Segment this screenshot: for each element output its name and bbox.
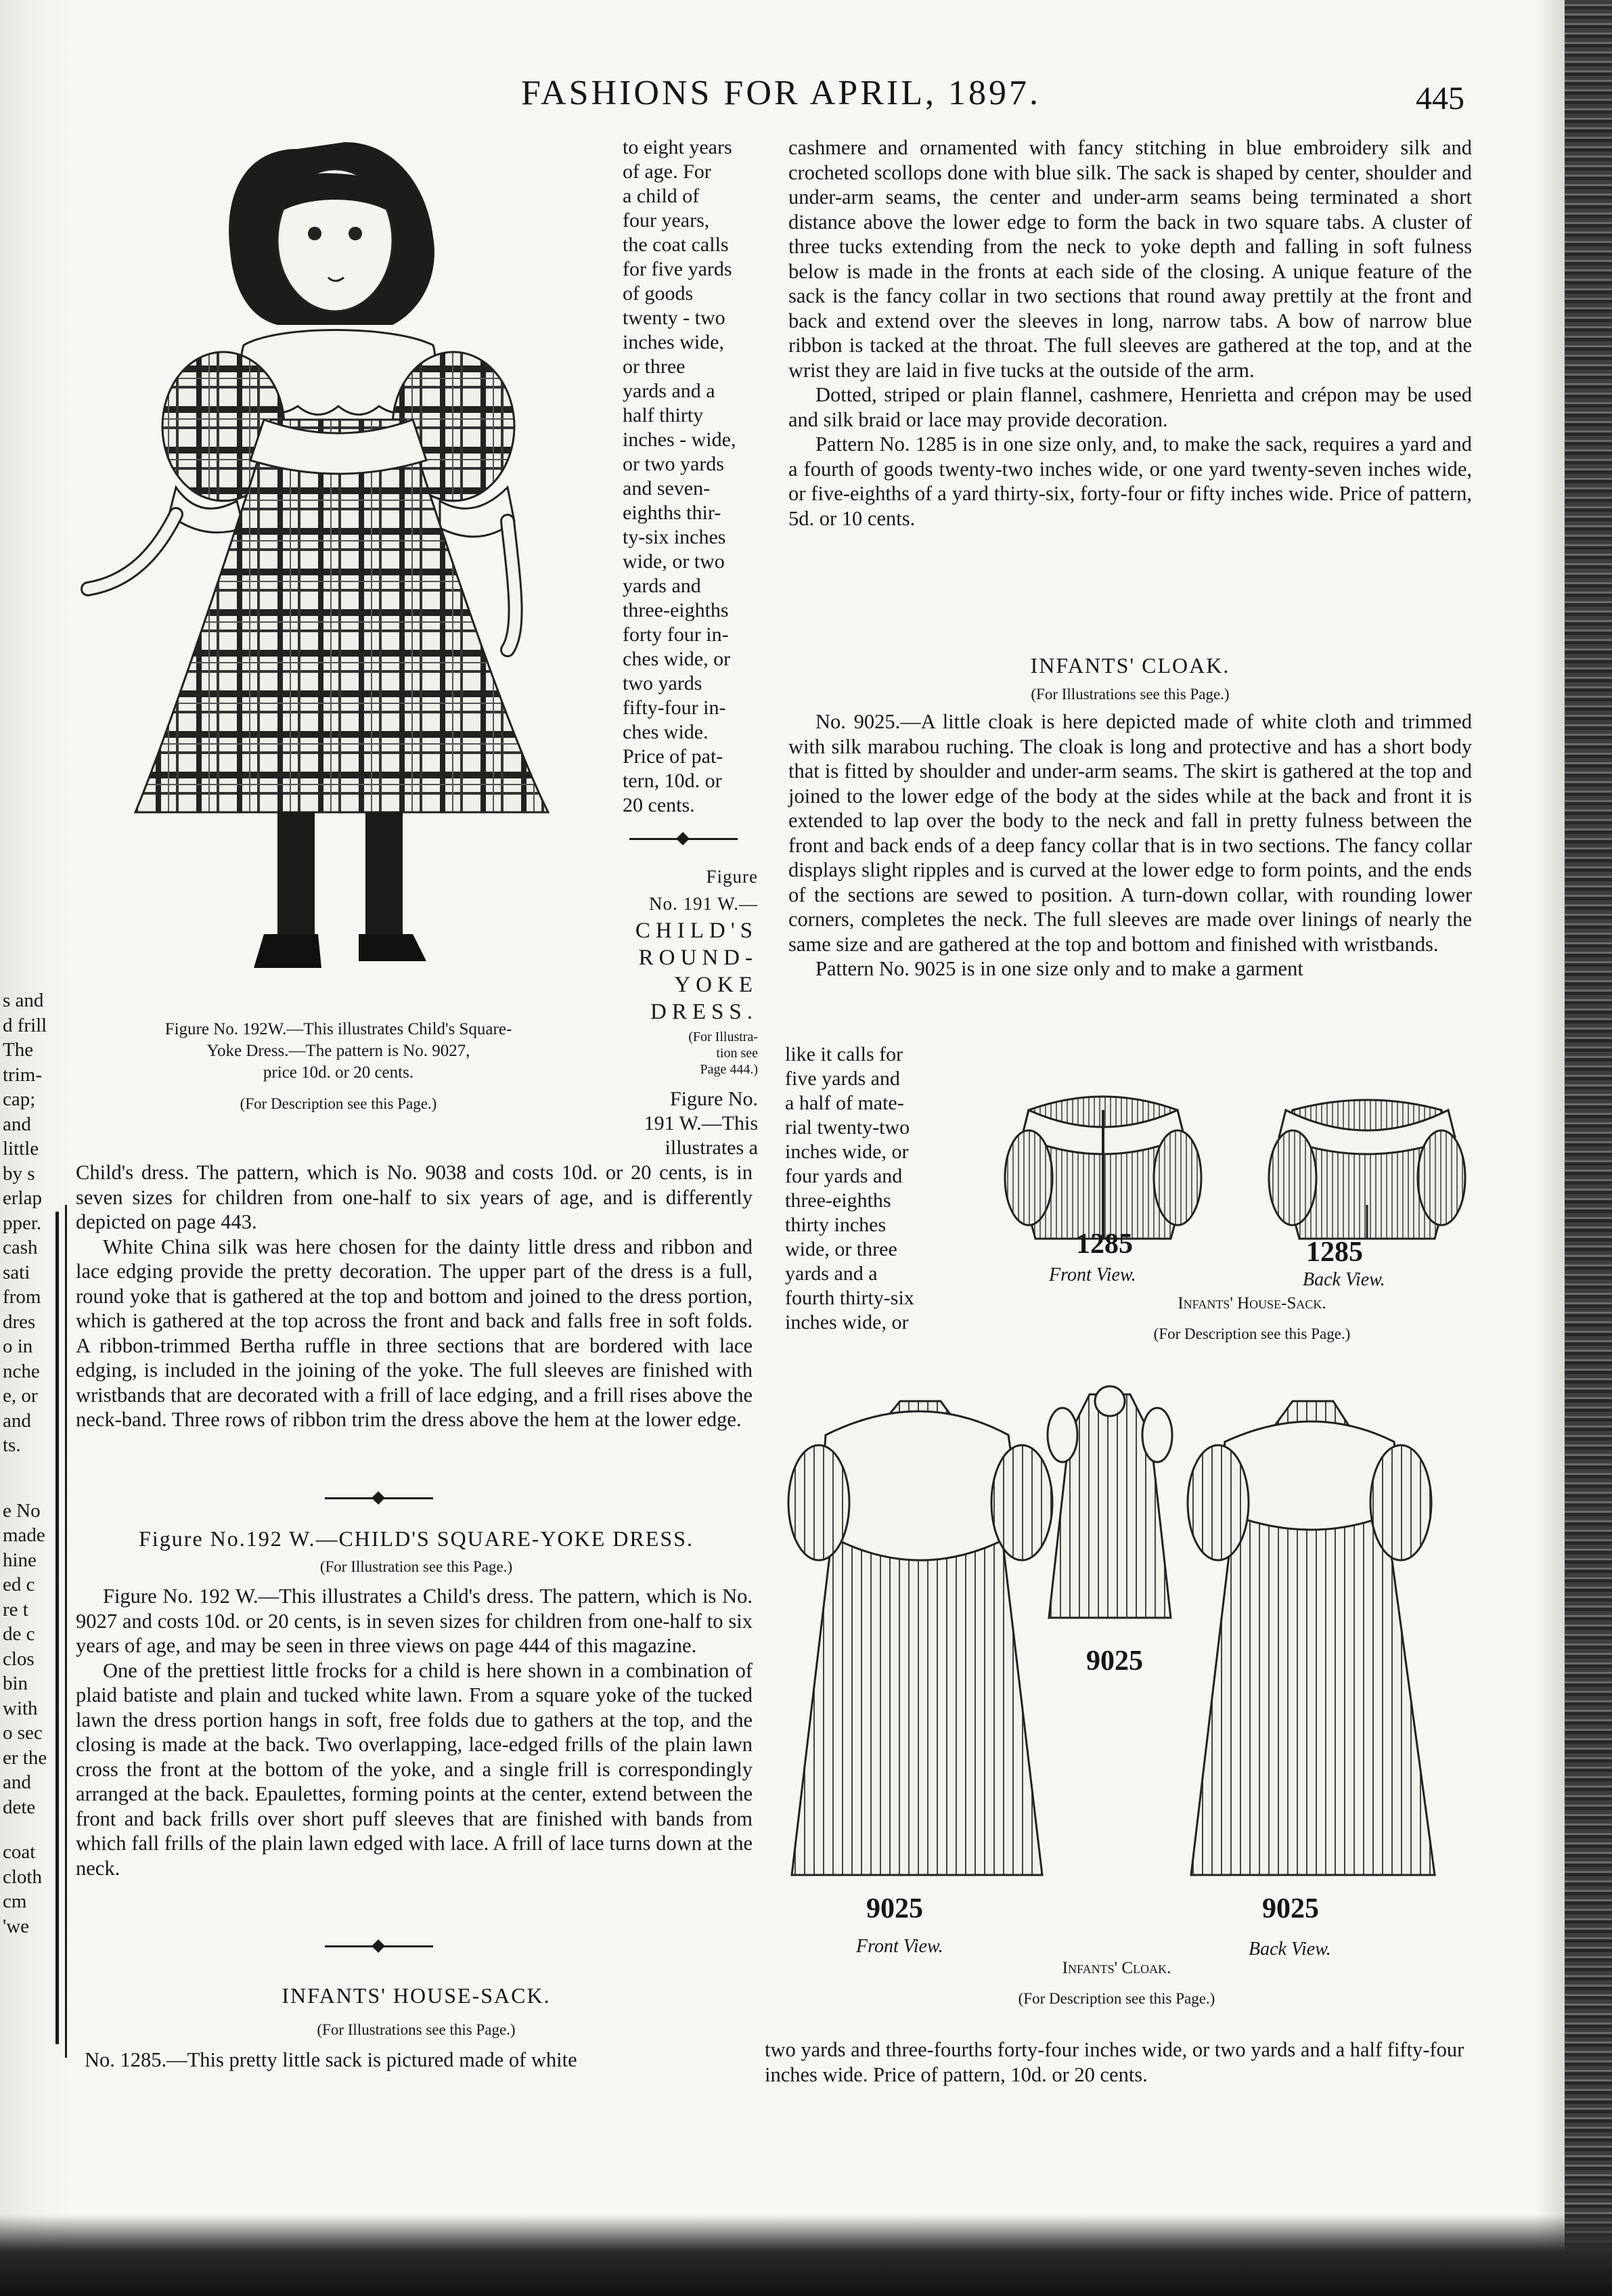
narrow-column-line: half thirty (623, 404, 704, 426)
cloak-narrow-column (785, 1042, 954, 1335)
facing-page-fragment: from (3, 1286, 41, 1308)
figure-191w-body (76, 1160, 753, 1432)
facing-page-fragment: o in (3, 1335, 33, 1357)
narrow-column-line: three-eighths (623, 599, 729, 621)
house-sack-figures (1002, 1083, 1475, 1327)
figure-191w-note-line: tion see (716, 1046, 758, 1061)
child-dress-figure (74, 122, 602, 1002)
figure-191w-heading (596, 863, 758, 1025)
narrow-column-line: tern, 10d. or (623, 770, 722, 792)
infants-cloak-body (788, 709, 1472, 981)
narrow-column-line: inches - wide, (623, 428, 736, 451)
facing-page-fragment: dres (3, 1310, 36, 1333)
facing-page-fragment: The (3, 1039, 34, 1061)
facing-page-fragment: dete (3, 1796, 36, 1818)
narrow-column-line: eighths thir- (623, 502, 721, 524)
house-sack-illustration (1002, 1083, 1475, 1273)
facing-page-fragment: e, or (3, 1385, 38, 1407)
facing-page-fragment: d frill (3, 1014, 47, 1036)
sack-paragraph-3: Pattern No. 1285 is in one size only, and, to make the sack, requires a yard and a fourth of goods twenty-two inches wide, or one yard twenty-seven inches wide, or five-eighths of a yard thirty-six, forty-four or fifty inches wide. Price of pattern, 5d. or 10 cents. (788, 433, 1472, 530)
facing-page-fragments (3, 988, 57, 1939)
figure-191w-heading-line: YOKE (674, 973, 758, 997)
infants-cloak-illustration (785, 1374, 1462, 1902)
cloak-narrow-line: inches wide, or (785, 1141, 909, 1163)
right-page-shadow (1538, 0, 1565, 2296)
facing-page-fragment: s and (3, 990, 44, 1011)
figure-191w-heading-line: DRESS. (650, 1000, 758, 1024)
cloak-narrow-line: rial twenty-two (785, 1116, 910, 1139)
narrow-column-line: twenty - two (623, 307, 725, 329)
facing-page-fragment: coat (3, 1841, 36, 1863)
narrow-column-line: and seven- (623, 477, 711, 500)
cloak-narrow-line: thirty inches (785, 1214, 887, 1236)
facing-page-fragment: made (3, 1524, 45, 1546)
cloak-narrow-line: wide, or three (785, 1238, 897, 1260)
facing-page-fragment: sati (3, 1261, 30, 1283)
narrow-column-line: or two yards (623, 453, 724, 475)
sack-back-label: Back View. (1303, 1269, 1385, 1290)
narrow-column-line: wide, or two (623, 550, 725, 573)
figure-191w-heading-line: CHILD'S (635, 919, 758, 943)
sack-paragraph-2: Dotted, striped or plain flannel, cashmere, Henrietta and crépon may be used and silk braid or lace may provide decoration. (788, 383, 1472, 431)
narrow-column-line: ty-six inches (623, 526, 726, 548)
house-sack-continuation (788, 135, 1472, 531)
binding-line-inner (65, 1205, 67, 2058)
facing-page-fragment: with (3, 1697, 38, 1719)
caption-line-2: Yoke Dress.—The pattern is No. 9027, (206, 1042, 470, 1060)
narrow-column-line: inches wide, (623, 331, 724, 353)
sack-front-number: 1285 (1076, 1229, 1133, 1260)
facing-page-fragment: 'we (3, 1915, 30, 1937)
facing-page-fragment: by s (3, 1162, 35, 1185)
facing-page-fragment: cloth (3, 1866, 42, 1888)
cloak-front-number: 9025 (866, 1893, 923, 1924)
figure-191w-intro-line: illustrates a (665, 1136, 758, 1159)
cloak-narrow-line: yards and a (785, 1262, 878, 1285)
cloak-narrow-line: inches wide, or (785, 1311, 909, 1333)
narrow-column-continuation (623, 135, 758, 818)
caption-note: (For Description see this Page.) (240, 1095, 437, 1112)
figure-191w-paragraph-2: White China silk was here chosen for the dainty little dress and ribbon and lace edging provide the pretty decoration. The upper part of the dress is a full, round yoke that is gathered at the top and bottom and joined to the dress portion, which is gathered at the top across the front and back and falls free in soft folds. A ribbon-trimmed Bertha ruffle in three sections that are bordered with lace edging, is included in the joining of the yoke. The full sleeves are finished with wristbands that are decorated with a frill of lace edging, and a frill rises above the neck-band. Three rows of ribbon trim the dress above the hem at the lower edge. (76, 1235, 753, 1431)
narrow-column-line: forty four in- (623, 623, 729, 646)
facing-page-fragment: pper. (3, 1212, 42, 1234)
facing-page-fragment: erlap (3, 1187, 42, 1209)
figure-192w-heading: Figure No.192 W.—CHILD'S SQUARE-YOKE DRESS. (139, 1526, 694, 1551)
narrow-column-line: two yards (623, 672, 702, 694)
infants-cloak-heading: INFANTS' CLOAK. (1030, 653, 1230, 678)
narrow-column-line: the coat calls (623, 234, 729, 256)
facing-page-fragment: and (3, 1113, 31, 1135)
figure-191w-note (596, 1029, 758, 1078)
cloak-front-label: Front View. (856, 1936, 943, 1957)
infants-cloak-note: (For Illustrations see this Page.) (1031, 686, 1230, 703)
figure-192w-paragraph-2: One of the prettiest little frocks for a child is here shown in a combination of plaid batiste and plain and tucked white lawn. From a square yoke of the tucked lawn the dress portion hangs in soft, free folds due to gathers at the top, and the closing is made at the back. Two overlapping, lace-edged frills of the plain lawn cross the front at the bottom of the yoke, and a single frill is correspondingly arranged at the back. Epaulettes, forming points at the center, extend between the front and back frills over short puff sleeves that are finished with bands from which fall frills of the plain lawn edged with lace. A frill of lace turns down at the neck. (76, 1658, 753, 1880)
facing-page-fragment: clos (3, 1648, 35, 1670)
narrow-column-line: ches wide, or (623, 648, 731, 670)
house-sack-note: (For Illustrations see this Page.) (317, 2021, 516, 2038)
sack-front-label: Front View. (1049, 1264, 1136, 1285)
facing-page-fragment: bin (3, 1673, 28, 1694)
cloak-back-label: Back View. (1249, 1939, 1331, 1960)
house-sack-opening: No. 1285.—This pretty little sack is pictured made of white (85, 2048, 577, 2071)
cloak-narrow-line: three-eighths (785, 1189, 891, 1212)
facing-page-fragment: er the (3, 1746, 47, 1769)
caption-line-1: Figure No. 192W.—This illustrates Child's Square- (164, 1020, 512, 1038)
figure-191w-heading-line: Figure (706, 866, 758, 887)
figure-191w-paragraph-1: Child's dress. The pattern, which is No. 9038 and costs 10d. or 20 cents, is in seven sizes for children from one-half to six years of age, and is differently depicted on page 443. (76, 1161, 753, 1233)
facing-page-fragment: de c (3, 1623, 35, 1645)
facing-page-fragment: e No (3, 1499, 41, 1522)
facing-page-fragment: ed c (3, 1574, 35, 1595)
figure-191w-note-line: (For Illustra- (688, 1030, 758, 1044)
facing-page-fragment: ts. (3, 1434, 21, 1456)
cloak-narrow-line: four yards and (785, 1165, 903, 1187)
bottom-scan-edge (0, 2215, 1612, 2296)
narrow-column-line: of goods (623, 282, 694, 305)
infants-cloak-figures (785, 1374, 1462, 1902)
narrow-column-line: four years, (623, 209, 710, 231)
narrow-column-line: Price of pat- (623, 745, 723, 768)
cloak-closing: two yards and three-fourths forty-four inches wide, or two yards and a half fifty-four inches wide. Price of pattern, 10d. or 20 cents. (765, 2038, 1464, 2086)
narrow-column-line: for five yards (623, 258, 732, 280)
cloak-narrow-line: five yards and (785, 1067, 900, 1090)
running-title: FASHIONS FOR APRIL, 1897. (521, 74, 1041, 112)
narrow-column-line: or three (623, 355, 686, 378)
figure-191w-intro (596, 1087, 758, 1160)
cloak-narrow-line: fourth thirty-six (785, 1287, 914, 1309)
facing-page-fragment: hine (3, 1549, 37, 1571)
page-number: 445 (1416, 81, 1464, 116)
figure-191w-note-line: Page 444.) (700, 1062, 758, 1077)
figure-192w-note: (For Illustration see this Page.) (319, 1558, 513, 1575)
facing-page-fragment: and (3, 1409, 31, 1432)
narrow-column-line: fifty-four in- (623, 697, 726, 719)
narrow-column-line: to eight years (623, 136, 732, 158)
facing-page-fragment: trim- (3, 1063, 42, 1086)
sack-caption: Infants' House-Sack. (1178, 1294, 1326, 1312)
sack-note: (For Description see this Page.) (1153, 1325, 1351, 1342)
caption-line-3: price 10d. or 20 cents. (263, 1063, 414, 1082)
cloak-back-number: 9025 (1262, 1893, 1319, 1924)
facing-page-fragment: o sec (3, 1722, 43, 1744)
facing-page-fragment: little (3, 1138, 39, 1160)
narrow-column-line: ches wide. (623, 721, 709, 743)
narrow-column-line: of age. For (623, 160, 711, 183)
sack-paragraph-1: cashmere and ornamented with fancy stitching in blue embroidery silk and crocheted scollops done with blue silk. The sack is shaped by center, shoulder and under-arm seams, the center and under-arm seams being terminated a short distance above the lower edge to form the back in two square tabs. A cluster of three tucks extending from the neck to yoke depth and falling in soft fulness below is made in the fronts at each side of the closing. A unique feature of the sack is the fancy collar in two sections that round away prettily at the front and back and extend over the sleeves in long, narrow tabs. A bow of narrow blue ribbon is tacked at the throat. The full sleeves are gathered at the top, and at the wrist they are laid in five tucks at the outside of the arm. (788, 136, 1472, 382)
cloak-narrow-line: a half of mate- (785, 1092, 904, 1114)
sack-back-number: 1285 (1306, 1237, 1363, 1268)
narrow-column-line: 20 cents. (623, 794, 695, 816)
figure-192w-body (76, 1584, 753, 1880)
facing-page-fragment: cm (3, 1891, 27, 1912)
facing-page-fragment: nche (3, 1360, 40, 1382)
cloak-note: (For Description see this Page.) (1018, 1990, 1215, 2007)
figure-192w-paragraph-1: Figure No. 192 W.—This illustrates a Child's dress. The pattern, which is No. 9027 and costs 10d. or 20 cents, is in seven sizes for children from one-half to six years of age, and may be seen in three views on page 444 of this magazine. (76, 1585, 753, 1657)
figure-191w-intro-line: Figure No. (670, 1088, 758, 1110)
cloak-pattern-line: Pattern No. 9025 is in one size only and to make a garment (815, 957, 1303, 980)
cloak-paragraph: No. 9025.—A little cloak is here depicted made of white cloth and trimmed with silk marabou ruching. The cloak is long and protective and has a short body that is fitted by shoulder and under-arm seams. The skirt is gathered at the top and joined to the lower edge of the body at the sides while at the back and front it is extended to lap over the body to the neck and fall in pretty fulness between the front and back ends of a deep fancy collar that is in two sections. The fancy collar displays slight ripples and is curved at the lower edge to form points, and the ends of the sections are sewed to position. A turn-down collar, with rounding lower corners, completes the neck. The full sleeves are made over linings of nearly the same size and are gathered at the top and bottom and finished with wristbands. (788, 710, 1472, 956)
figure-192w-caption (81, 1019, 596, 1115)
facing-page-fragment: and (3, 1771, 31, 1793)
figure-191w-intro-line: 191 W.—This (644, 1112, 758, 1134)
child-dress-illustration (74, 122, 602, 1002)
facing-page-fragment: re t (3, 1598, 28, 1620)
narrow-column-line: yards and (623, 575, 701, 597)
cloak-narrow-line: like it calls for (785, 1043, 903, 1065)
house-sack-heading: INFANTS' HOUSE-SACK. (282, 1983, 551, 2008)
narrow-column-line: yards and a (623, 380, 715, 402)
facing-page-fragment: cash (3, 1237, 38, 1258)
figure-191w-heading-line: ROUND- (638, 946, 758, 970)
narrow-column-line: a child of (623, 185, 700, 207)
cloak-small-number: 9025 (1086, 1646, 1143, 1677)
figure-191w-heading-line: No. 191 W.— (648, 893, 758, 914)
facing-page-fragment: cap; (3, 1088, 36, 1110)
right-page-edge (1565, 0, 1612, 2296)
cloak-caption: Infants' Cloak. (1062, 1959, 1171, 1977)
